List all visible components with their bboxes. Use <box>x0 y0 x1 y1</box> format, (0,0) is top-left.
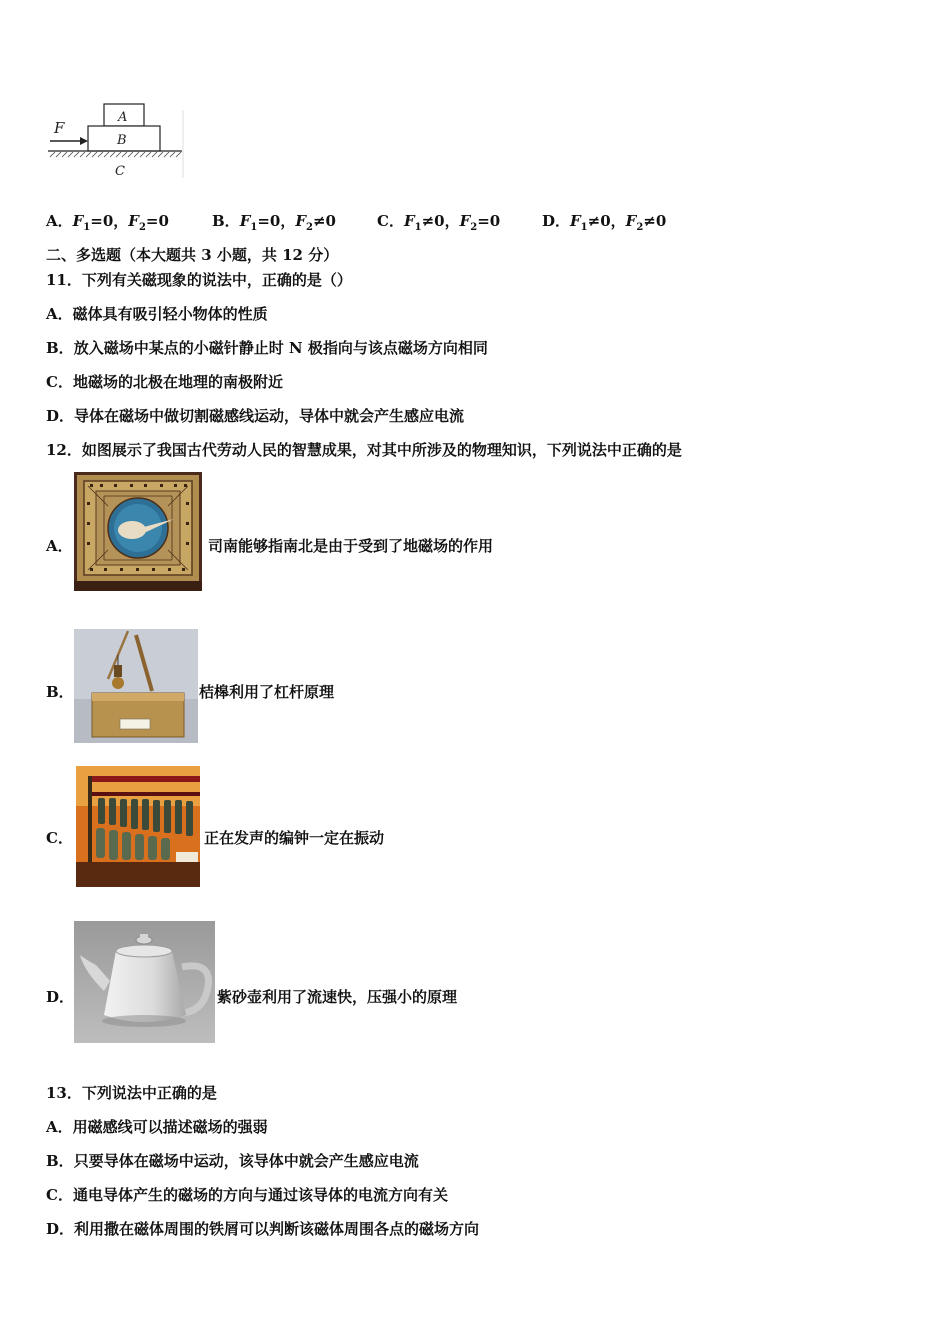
var-f2: F <box>625 212 637 230</box>
q12-option-a-text[interactable]: 司南能够指南北是由于受到了地磁场的作用 <box>208 537 494 555</box>
option-text: 导体在磁场中做切割磁感线运动，导体中就会产生感应电流 <box>74 407 465 425</box>
sub-1: 1 <box>83 222 91 233</box>
f2-value: ≠0 <box>312 212 336 230</box>
section-heading: 二、多选题（本大题共 3 小题，共 12 分） <box>46 246 339 264</box>
q12-stem: 12．如图展示了我国古代劳动人民的智慧成果，对其中所涉及的物理知识，下列说法中正确的是 <box>46 441 682 459</box>
sub-1: 1 <box>250 222 258 233</box>
f2-value: =0 <box>477 212 501 230</box>
option-letter: B． <box>212 212 240 230</box>
option-text: 用磁感线可以描述磁场的强弱 <box>72 1118 268 1136</box>
option-letter: A． <box>46 212 73 230</box>
sub-2: 2 <box>470 222 478 233</box>
jiegao-lever-image <box>74 629 198 743</box>
sub-2: 2 <box>305 222 313 233</box>
f1-value: ≠0， <box>421 212 460 230</box>
f1-value: =0， <box>257 212 296 230</box>
q13-option-c[interactable] <box>46 1186 448 1204</box>
q13-stem: 13．下列说法中正确的是 <box>46 1084 217 1102</box>
q11-option-d[interactable] <box>46 407 464 425</box>
q12-option-b-letter[interactable]: B． <box>46 683 74 701</box>
q10-options <box>46 212 746 233</box>
bianzhong-bells-image <box>76 766 200 887</box>
sub-2: 2 <box>636 222 644 233</box>
option-letter: C． <box>377 212 404 230</box>
sub-1: 1 <box>580 222 588 233</box>
option-letter: B． <box>46 1152 74 1170</box>
option-text: 地磁场的北极在地理的南极附近 <box>72 373 283 391</box>
sinan-compass-image <box>74 472 202 591</box>
f1-value: ≠0， <box>587 212 626 230</box>
q10-option-b[interactable] <box>212 212 336 237</box>
option-text: 放入磁场中某点的小磁针静止时 N 极指向与该点磁场方向相同 <box>73 339 488 357</box>
block-a-label: A <box>118 110 128 125</box>
var-f2: F <box>128 212 139 230</box>
option-letter: C． <box>46 373 73 391</box>
var-f1: F <box>403 212 415 230</box>
q12-option-d-letter[interactable]: D． <box>46 988 75 1006</box>
option-text: 通电导体产生的磁场的方向与通过该导体的电流方向有关 <box>72 1186 448 1204</box>
f2-value: ≠0 <box>643 212 667 230</box>
option-text: 磁体具有吸引轻小物体的性质 <box>72 305 268 323</box>
sub-1: 1 <box>414 222 422 233</box>
option-letter: A． <box>46 1118 73 1136</box>
q13-option-d[interactable] <box>46 1220 479 1238</box>
q12-option-b-text[interactable]: 桔槔利用了杠杆原理 <box>199 683 335 701</box>
q11-option-c[interactable] <box>46 373 283 391</box>
var-f1: F <box>239 212 251 230</box>
blocks-force-diagram <box>44 100 189 180</box>
option-letter: D． <box>542 212 571 230</box>
force-label: F <box>54 119 65 137</box>
q11-option-b[interactable] <box>46 339 488 357</box>
sub-2: 2 <box>138 222 146 233</box>
option-letter: A． <box>46 305 73 323</box>
var-f2: F <box>295 212 306 230</box>
block-b-label: B <box>117 133 127 148</box>
option-letter: B． <box>46 339 74 357</box>
option-letter: D． <box>46 1220 75 1238</box>
q11-stem: 11．下列有关磁现象的说法中，正确的是（） <box>46 271 352 289</box>
q12-option-c-text[interactable]: 正在发声的编钟一定在振动 <box>204 829 385 847</box>
f2-value: =0 <box>145 212 169 230</box>
ground-hatch <box>50 152 181 157</box>
var-f1: F <box>570 212 581 230</box>
q10-option-c[interactable] <box>377 212 500 237</box>
option-text: 只要导体在磁场中运动，该导体中就会产生感应电流 <box>73 1152 419 1170</box>
teapot-image <box>74 921 215 1043</box>
q11-option-a[interactable] <box>46 305 268 323</box>
option-letter: D． <box>46 407 75 425</box>
q13-option-b[interactable] <box>46 1152 419 1170</box>
option-text: 利用撒在磁体周围的铁屑可以判断该磁体周围各点的磁场方向 <box>74 1220 480 1238</box>
surface-c-label: C <box>115 164 125 179</box>
q10-option-a[interactable] <box>46 212 169 237</box>
var-f1: F <box>72 212 84 230</box>
f1-value: =0， <box>90 212 129 230</box>
force-arrow <box>50 137 88 145</box>
q12-option-c-letter[interactable]: C． <box>46 829 73 847</box>
q12-option-d-text[interactable]: 紫砂壶利用了流速快，压强小的原理 <box>217 988 458 1006</box>
q10-option-d[interactable] <box>542 212 666 237</box>
q13-option-a[interactable] <box>46 1118 268 1136</box>
option-letter: C． <box>46 1186 73 1204</box>
var-f2: F <box>459 212 471 230</box>
q12-option-a-letter[interactable]: A． <box>46 537 73 555</box>
